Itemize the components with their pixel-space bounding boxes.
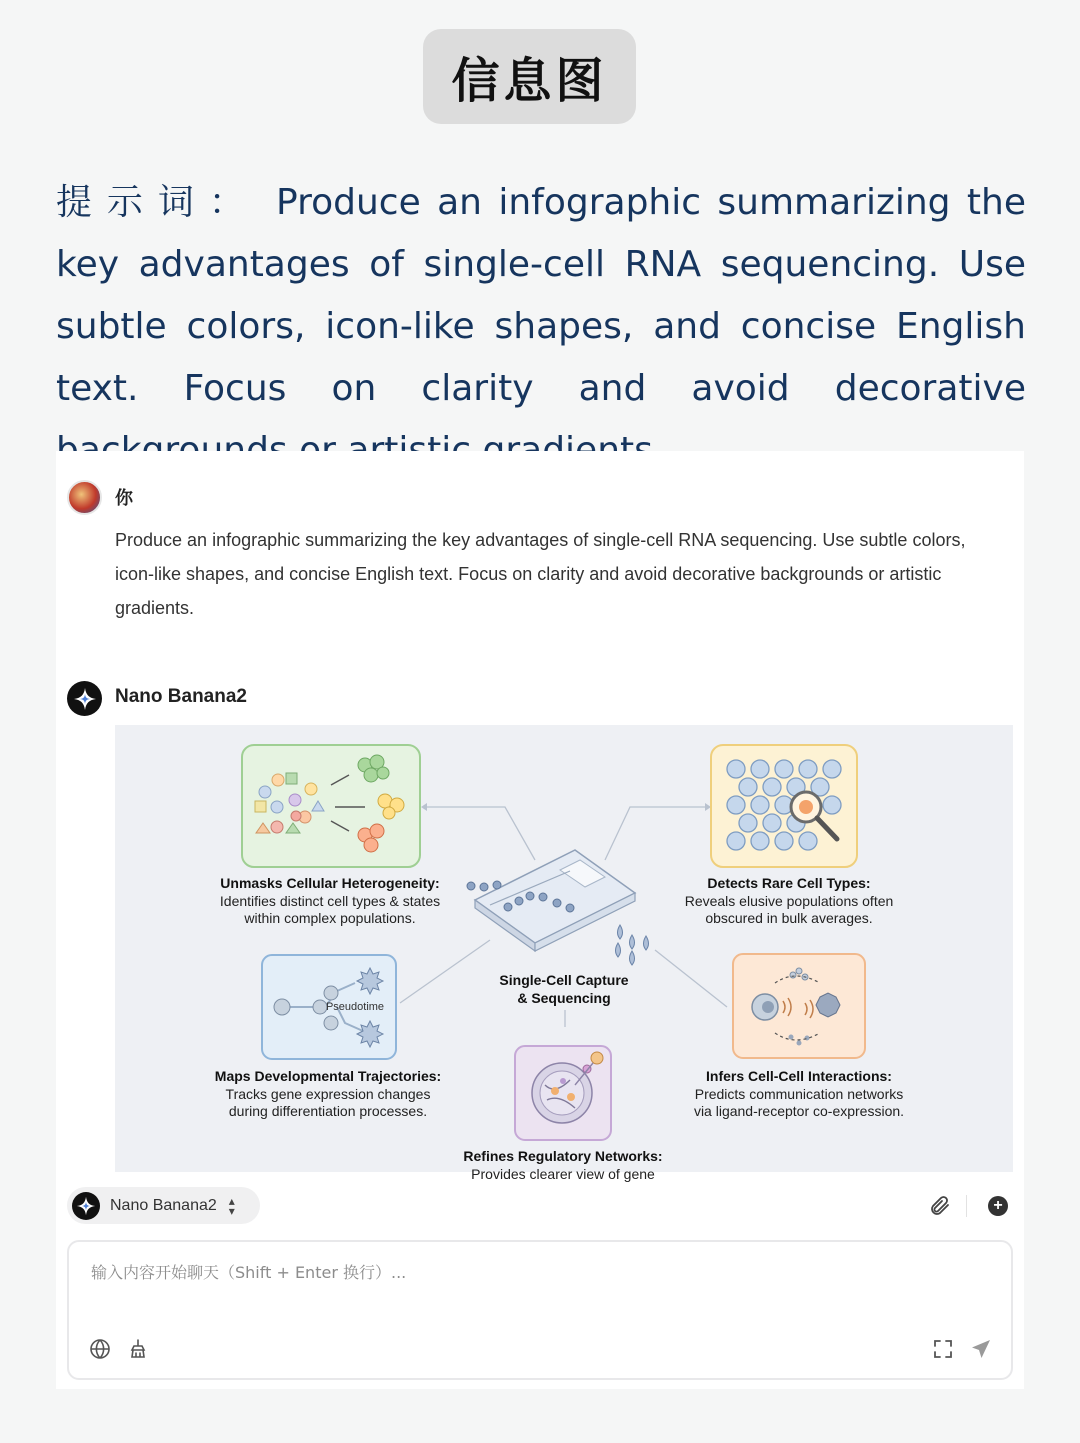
panel-line: Tracks gene expression changes bbox=[225, 1085, 431, 1102]
user-avatar bbox=[67, 480, 102, 515]
panel-line: Provides clearer view of gene bbox=[471, 1165, 655, 1182]
infographic-image bbox=[115, 725, 1013, 1182]
panel-title: Maps Developmental Trajectories: bbox=[214, 1068, 442, 1084]
sort-arrows-icon: ▴ ▾ bbox=[228, 1193, 235, 1218]
model-name: Nano Banana2 bbox=[110, 1196, 217, 1214]
model-selector[interactable] bbox=[67, 1187, 260, 1224]
chat-input[interactable] bbox=[91, 1260, 971, 1300]
arrow-head bbox=[421, 803, 427, 811]
panel-line: within complex populations. bbox=[244, 910, 416, 926]
prompt-description bbox=[56, 172, 1026, 482]
trajectory-caption bbox=[208, 1068, 448, 1121]
connector-line bbox=[605, 807, 705, 860]
send-icon[interactable] bbox=[969, 1337, 993, 1361]
panel-title: Unmasks Cellular Heterogeneity: bbox=[220, 875, 440, 891]
chat-input-box bbox=[67, 1240, 1013, 1380]
interaction-panel bbox=[733, 954, 865, 1058]
globe-icon[interactable] bbox=[88, 1337, 112, 1361]
rare-cell-caption bbox=[671, 875, 907, 928]
prompt-label: 提示词： bbox=[56, 182, 260, 223]
pseudotime-label: Pseudotime bbox=[325, 1001, 385, 1013]
connector-line bbox=[655, 950, 727, 1007]
panel-title: Detects Rare Cell Types: bbox=[707, 875, 871, 891]
clean-brush-icon[interactable] bbox=[126, 1337, 150, 1361]
expand-icon[interactable] bbox=[931, 1337, 955, 1361]
heterogeneity-panel bbox=[242, 745, 420, 867]
page-title: 信息图 bbox=[423, 29, 636, 124]
panel-line: Identifies distinct cell types & states bbox=[219, 892, 441, 909]
new-chat-icon[interactable]: + bbox=[988, 1196, 1008, 1216]
divider bbox=[966, 1195, 967, 1217]
bot-avatar bbox=[67, 681, 102, 716]
user-name: 你 bbox=[115, 488, 133, 509]
user-message: Produce an infographic summarizing the key advantages of single-cell RNA sequencing. Use subtle colors, icon-like shapes, and concise English text. Focus on clarity and avoid decorative backgrounds or artistic gradients. bbox=[115, 530, 966, 618]
connector-line bbox=[427, 807, 535, 860]
panel-line: during differentiation processes. bbox=[228, 1103, 428, 1119]
regulatory-panel bbox=[515, 1046, 611, 1140]
center-label: Single-Cell Capture bbox=[499, 972, 629, 988]
model-logo-icon bbox=[72, 1192, 100, 1220]
panel-line: Reveals elusive populations often bbox=[684, 892, 894, 909]
capture-chip bbox=[467, 850, 649, 965]
panel-title: Refines Regulatory Networks: bbox=[463, 1148, 663, 1164]
panel-line: via ligand-receptor co-expression. bbox=[693, 1103, 905, 1119]
prompt-body: Produce an infographic summarizing the key advantages of single-cell RNA sequencing. Use subtle colors, icon-like shapes, and concise English text. Focus on clarity and avoid decorative bbox=[56, 182, 1026, 409]
interaction-caption bbox=[675, 1068, 923, 1121]
paperclip-icon[interactable] bbox=[928, 1194, 952, 1218]
panel-title: Infers Cell-Cell Interactions: bbox=[706, 1068, 892, 1084]
regulatory-caption bbox=[453, 1148, 673, 1183]
rare-cell-panel bbox=[711, 745, 857, 867]
center-caption bbox=[489, 972, 639, 1007]
panel-line: obscured in bulk averages. bbox=[705, 910, 873, 926]
connector-line bbox=[400, 940, 490, 1003]
trajectory-panel bbox=[262, 955, 396, 1059]
heterogeneity-caption bbox=[210, 875, 450, 928]
center-label: & Sequencing bbox=[517, 989, 611, 1006]
bot-name: Nano Banana2 bbox=[115, 686, 247, 707]
panel-line: Predicts communication networks bbox=[694, 1085, 904, 1102]
sparkle-icon bbox=[73, 687, 97, 711]
chat-window bbox=[56, 451, 1024, 1389]
